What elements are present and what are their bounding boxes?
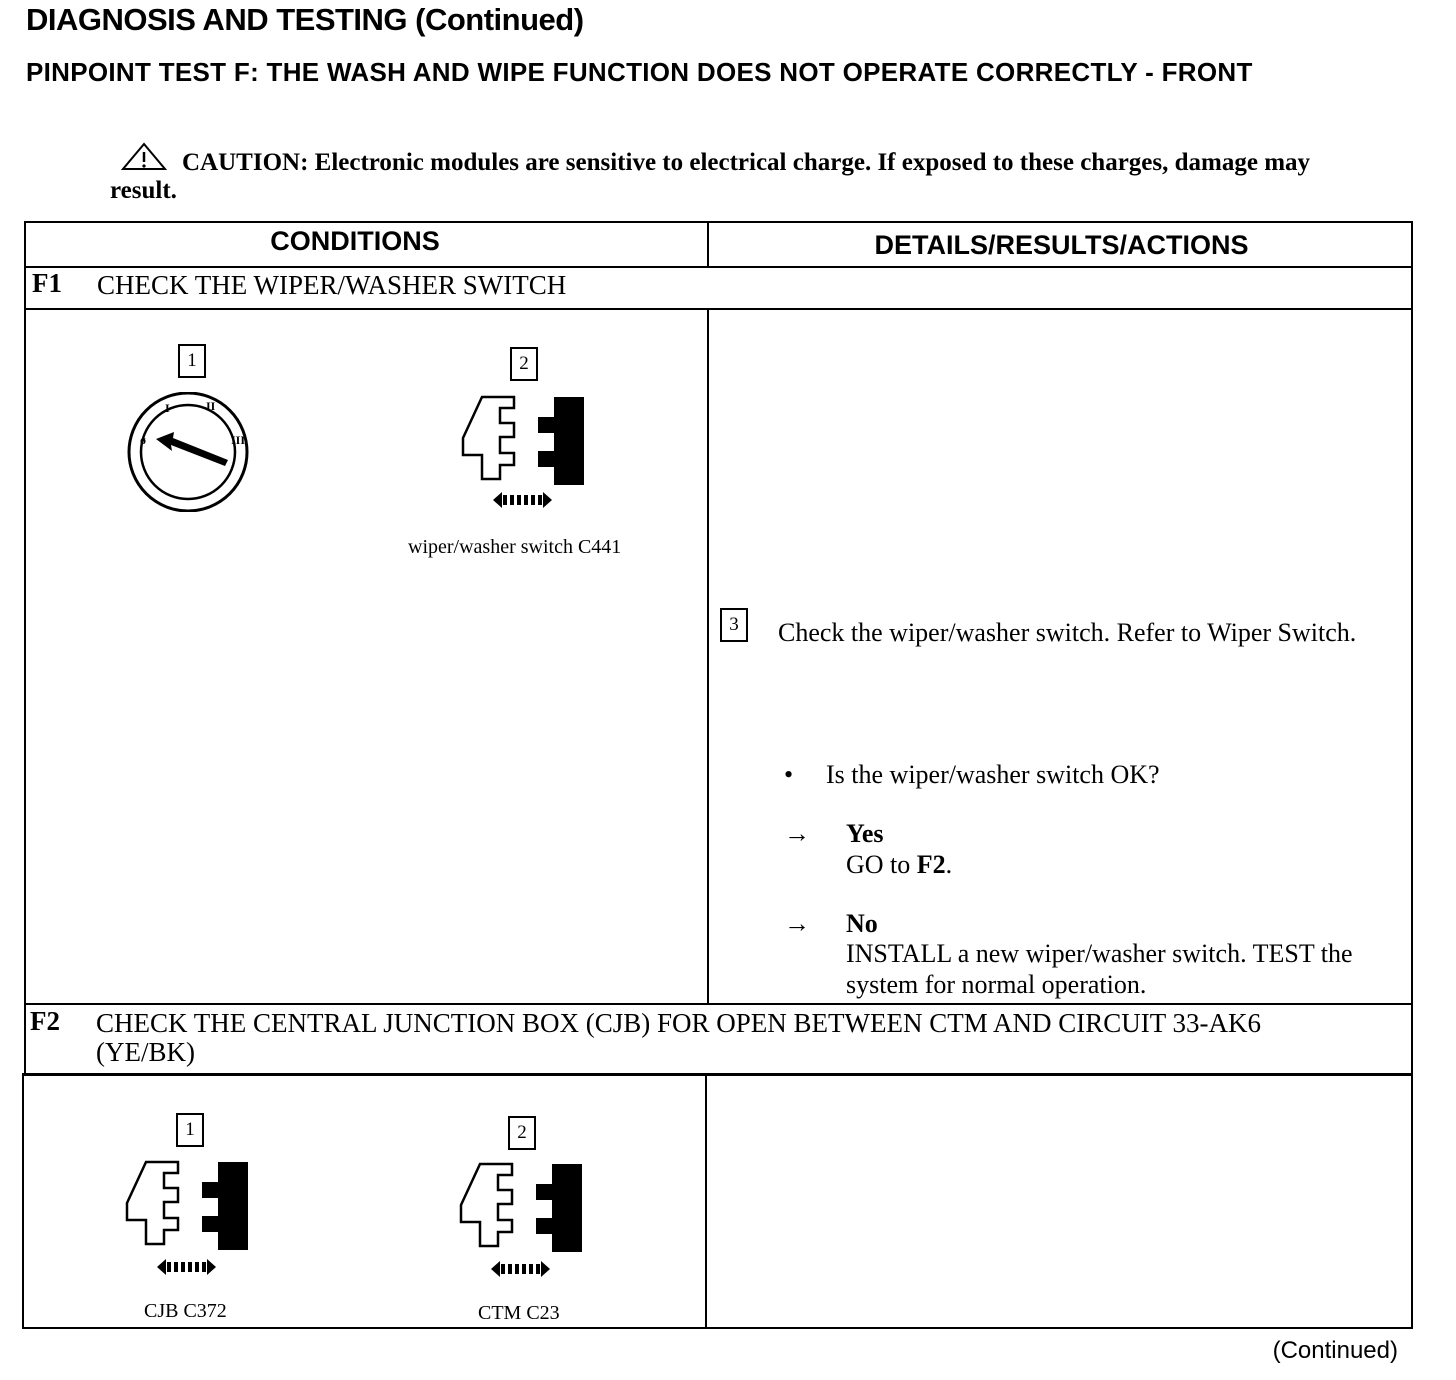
ignition-switch-icon bbox=[126, 392, 256, 512]
caution-text: CAUTION: Electronic modules are sensitive to electrical charge. If exposed to these charges, damage may result. bbox=[110, 149, 1311, 204]
page-title: DIAGNOSIS AND TESTING (Continued) bbox=[26, 2, 584, 37]
connector-icon bbox=[458, 1160, 588, 1285]
figure-item-1: 1 bbox=[178, 344, 206, 378]
answer-no-action: INSTALL a new wiper/washer switch. TEST the system for normal operation. bbox=[846, 939, 1353, 999]
step-f2-id: F2 bbox=[30, 1006, 60, 1036]
figure-caption-ctm: CTM C23 bbox=[478, 1302, 560, 1324]
link-step-f2[interactable]: F2 bbox=[916, 850, 946, 879]
answer-yes-action: GO to F2. bbox=[846, 850, 953, 879]
figure-item-2: 2 bbox=[510, 347, 538, 381]
step-f1-question: Is the wiper/washer switch OK? bbox=[826, 760, 1160, 789]
figure-caption-wiper-switch: wiper/washer switch C441 bbox=[408, 536, 622, 558]
connector-icon bbox=[460, 393, 590, 518]
column-header-details: DETAILS/RESULTS/ACTIONS bbox=[874, 230, 1249, 260]
answer-yes-label: Yes bbox=[846, 819, 884, 848]
bullet-icon: • bbox=[784, 760, 794, 789]
arrow-right-icon: → bbox=[784, 909, 810, 938]
caution-note bbox=[110, 142, 1330, 205]
svg-text:ø: ø bbox=[140, 433, 146, 447]
step-f1-title: CHECK THE WIPER/WASHER SWITCH bbox=[97, 270, 567, 300]
step-f1-id: F1 bbox=[32, 268, 62, 298]
continued-note: (Continued) bbox=[1272, 1337, 1398, 1364]
connector-icon bbox=[124, 1158, 254, 1283]
step-f2-title: CHECK THE CENTRAL JUNCTION BOX (CJB) FOR OPEN BETWEEN CTM AND CIRCUIT 33-AK6 (YE/BK) bbox=[96, 1008, 1262, 1067]
figure-item-3: 3 bbox=[720, 608, 748, 642]
figure-caption-cjb: CJB C372 bbox=[144, 1300, 227, 1322]
column-header-conditions: CONDITIONS bbox=[270, 226, 440, 256]
svg-text:III: III bbox=[231, 433, 246, 447]
figure-item-1: 1 bbox=[176, 1113, 204, 1147]
step-f1-instruction: Check the wiper/washer switch. Refer to Wiper Switch. bbox=[778, 618, 1357, 647]
svg-text:II: II bbox=[206, 399, 216, 413]
warning-triangle-icon bbox=[120, 142, 168, 172]
arrow-right-icon: → bbox=[784, 819, 810, 848]
pinpoint-test-title: PINPOINT TEST F: THE WASH AND WIPE FUNCTION DOES NOT OPERATE CORRECTLY - FRONT bbox=[26, 57, 1253, 87]
svg-text:I: I bbox=[165, 401, 170, 415]
answer-no-label: No bbox=[846, 909, 878, 938]
figure-item-2: 2 bbox=[508, 1116, 536, 1150]
